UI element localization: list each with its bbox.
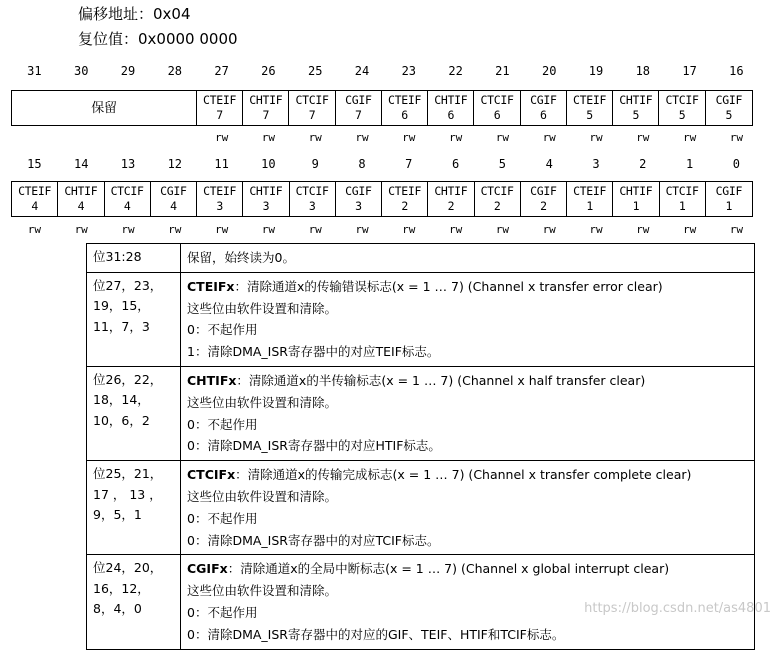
field-channel: 6 [493,108,501,122]
field-channel: 6 [447,108,455,122]
description-line [187,247,748,269]
field-mnemonic: CTEIFx [187,278,235,294]
bit-number: 17 [682,64,697,78]
field-name: CTEIF [573,93,607,107]
bit-number: 24 [354,64,370,78]
bit-number: 22 [448,64,463,78]
register-field [382,182,428,216]
field-name: CTCIF [480,93,514,107]
field-name: CTCIF [295,93,329,107]
bit-number: 7 [405,157,413,171]
field-name: CTEIF [203,93,237,107]
field-name: CGIF [715,93,743,107]
description-text: 0：清除DMA_ISR寄存器中的对应TCIF标志。 [187,532,440,548]
access-type: rw [542,223,556,236]
description-text: ：清除通道x的传输完成标志(x = 1 … 7) (Channel x transfer complete clear) [235,467,692,483]
description-text: 这些位由软件设置和清除。 [187,300,338,316]
access-type: rw [589,131,603,144]
register-field [659,91,705,125]
register-field [567,182,613,216]
access-type: rw [682,131,697,144]
field-name: CGIF [715,184,743,198]
bit-number: 30 [73,64,89,78]
description-text: ：清除通道x的半传输标志(x = 1 … 7) (Channel x half transfer clear) [236,372,646,388]
access-type: rw [308,131,322,144]
access-type: rw [589,223,603,236]
field-name: CHTIF [64,184,98,198]
access-type: rw [121,223,135,236]
field-channel: 7 [355,108,362,122]
register-field [105,182,151,216]
description-line [187,530,748,552]
reserved-label: 保留 [91,100,117,116]
description-cell [181,244,755,273]
description-line [187,435,748,457]
register-field [706,91,752,125]
field-name: CTEIF [203,184,237,198]
field-name: CGIF [530,93,557,107]
field-name: CTEIF [573,184,607,198]
bit-range-text: 9，5，1 [93,507,142,523]
field-name: CHTIF [249,93,283,107]
bit-range-text: 18，14， [93,392,150,408]
bit-number: 31 [27,64,42,78]
access-type: rw [448,223,463,236]
description-text: 0：不起作用 [187,604,258,620]
field-name: CTCIF [295,184,329,198]
register-field [197,91,243,125]
access-type: rw [636,131,650,144]
access-type: rw [308,223,322,236]
bit-range-text: 16，12， [93,580,150,596]
bit-range-text: 17 ， 13 ， [93,486,162,502]
register-field [289,91,335,125]
description-text: 保留，始终读为0。 [187,250,295,265]
lower-register-row [11,181,753,217]
description-line [187,464,748,486]
table-row [87,272,755,366]
table-row [87,244,755,273]
bit-number: 2 [639,157,647,171]
field-channel: 6 [540,108,547,122]
register-field [151,182,197,216]
bit-number: 27 [214,64,229,78]
description-line [187,414,748,436]
bit-range-cell [87,244,181,273]
bit-number: 25 [307,64,323,78]
field-channel: 7 [262,108,270,122]
field-channel: 7 [216,108,223,122]
description-text: 这些位由软件设置和清除。 [187,488,338,504]
description-cell [181,366,755,460]
bit-number: 23 [401,64,417,78]
access-type: rw [542,131,556,144]
description-line [187,392,748,414]
description-text: 1：清除DMA_ISR寄存器中的对应TEIF标志。 [187,344,440,360]
register-field [613,91,659,125]
field-name: CGIF [160,184,187,198]
register-field [521,91,567,125]
field-channel: 4 [77,199,85,213]
offset-address: 偏移地址：0x04 [78,5,191,23]
reserved-field [12,91,197,125]
access-type: rw [495,131,510,144]
field-mnemonic: CTCIFx [187,467,236,483]
description-line [187,580,748,602]
field-channel: 2 [540,199,547,213]
description-line [187,298,748,320]
field-channel: 4 [123,199,131,213]
bit-number: 0 [732,157,741,171]
field-name: CHTIF [619,93,653,107]
field-channel: 1 [725,199,733,213]
description-line [187,624,748,646]
field-name: CGIF [345,184,372,198]
access-type: rw [495,223,510,236]
bit-number: 15 [27,157,42,171]
upper-register-row [11,90,753,126]
description-text: 0：清除DMA_ISR寄存器中的对应的GIF、TEIF、HTIF和TCIF标志。 [187,626,565,642]
field-name: CTCIF [665,93,699,107]
description-text: 这些位由软件设置和清除。 [187,394,338,410]
field-channel: 6 [401,108,408,122]
description-line [187,558,748,580]
reset-value: 复位值：0x0000 0000 [78,30,238,48]
access-type: rw [168,223,182,236]
description-text: ：清除通道x的传输错误标志(x = 1 … 7) (Channel x transfer error clear) [234,278,663,294]
field-name: CTCIF [480,184,514,198]
description-text: 0：清除DMA_ISR寄存器中的对应HTIF标志。 [187,438,441,454]
bit-range-text: 8，4，0 [93,601,142,617]
access-type: rw [636,223,650,236]
field-channel: 2 [401,199,408,213]
field-channel: 5 [725,108,733,122]
bit-number: 13 [120,157,136,171]
access-type: rw [682,223,697,236]
register-field [474,91,520,125]
bit-number: 6 [451,157,460,171]
field-channel: 1 [632,199,640,213]
watermark: https://blog.csdn.net/as4801 [584,601,771,616]
bit-number: 12 [167,157,183,171]
description-cell [181,272,755,366]
field-name: CHTIF [434,93,468,107]
bit-number: 4 [545,157,553,171]
register-field [336,182,382,216]
bit-number: 26 [261,64,276,78]
description-text: 这些位由软件设置和清除。 [187,583,338,599]
bit-number: 3 [592,157,600,171]
field-channel: 4 [170,199,177,213]
field-channel: 3 [355,199,362,213]
bit-number: 11 [214,157,229,171]
bit-range-text: 位24，20， [93,560,163,576]
field-channel: 3 [262,199,270,213]
register-field [336,91,382,125]
field-name: CGIF [530,184,557,198]
bit-range-text: 位26，22， [93,371,163,387]
field-name: CHTIF [619,184,653,198]
description-line [187,341,748,363]
field-name: CGIF [345,93,372,107]
register-field [706,182,752,216]
description-line [187,276,748,298]
table-row [87,461,755,555]
description-text: 0：不起作用 [187,416,258,432]
field-channel: 3 [216,199,223,213]
bit-number: 16 [729,64,744,78]
description-line [187,319,748,341]
bit-range-text: 10，6，2 [93,412,150,428]
access-type: rw [729,223,744,236]
bit-range-text: 19，15， [93,298,150,314]
register-field [428,91,474,125]
field-name: CTCIF [665,184,699,198]
description-cell [181,461,755,555]
access-type: rw [74,223,88,236]
access-type: rw [27,223,42,236]
register-field [290,182,336,216]
bit-number: 14 [73,157,89,171]
field-channel: 5 [678,108,686,122]
bit-number: 28 [167,64,183,78]
register-field [197,182,243,216]
access-type: rw [261,131,276,144]
bit-range-cell [87,272,181,366]
field-channel: 2 [493,199,501,213]
field-channel: 1 [586,199,593,213]
bit-number: 20 [541,64,557,78]
register-field [521,182,567,216]
bit-number: 18 [635,64,651,78]
register-field [382,91,428,125]
field-channel: 4 [31,199,38,213]
register-field [243,182,289,216]
register-field [613,182,659,216]
access-type: rw [448,131,463,144]
bit-range-text: 位27，23， [93,277,163,293]
bit-number: 5 [498,157,507,171]
field-name: CTEIF [388,184,422,198]
register-field [567,91,613,125]
table-row [87,366,755,460]
bit-range-text: 位31:28 [93,249,142,264]
field-channel: 5 [586,108,593,122]
bit-number: 29 [120,64,136,78]
field-channel: 1 [678,199,686,213]
bit-range-text: 11，7，3 [93,318,150,334]
register-field [475,182,521,216]
bit-range-cell [87,461,181,555]
field-name: CHTIF [249,184,283,198]
register-field [12,182,58,216]
description-text: 0：不起作用 [187,510,258,526]
bit-number: 21 [495,64,510,78]
access-type: rw [261,223,276,236]
bit-range-cell [87,366,181,460]
register-field [428,182,474,216]
register-field [243,91,289,125]
bit-range-text: 位25，21， [93,466,163,482]
access-type: rw [355,131,369,144]
field-channel: 7 [308,108,316,122]
bit-description-table [86,243,755,650]
description-text: ：清除通道x的全局中断标志(x = 1 … 7) (Channel x global interrupt clear) [227,561,670,577]
field-name: CHTIF [434,184,468,198]
bit-number: 1 [685,157,694,171]
field-name: CTCIF [110,184,144,198]
access-type: rw [214,131,229,144]
field-channel: 2 [447,199,455,213]
bit-number: 10 [261,157,276,171]
description-line [187,370,748,392]
field-name: CTEIF [388,93,422,107]
field-channel: 3 [308,199,316,213]
field-mnemonic: CGIFx [187,561,228,577]
bit-number: 19 [588,64,604,78]
description-line [187,486,748,508]
access-type: rw [402,223,416,236]
access-type: rw [402,131,416,144]
field-mnemonic: CHTIFx [187,372,237,388]
bit-number: 9 [311,157,319,171]
description-text: 0：不起作用 [187,322,258,338]
bit-range-cell [87,555,181,649]
description-line [187,508,748,530]
register-field [58,182,104,216]
bit-number: 8 [358,157,366,171]
access-type: rw [729,131,744,144]
access-type: rw [214,223,229,236]
field-channel: 5 [632,108,640,122]
register-field [660,182,706,216]
field-name: CTEIF [18,184,52,198]
access-type: rw [355,223,369,236]
